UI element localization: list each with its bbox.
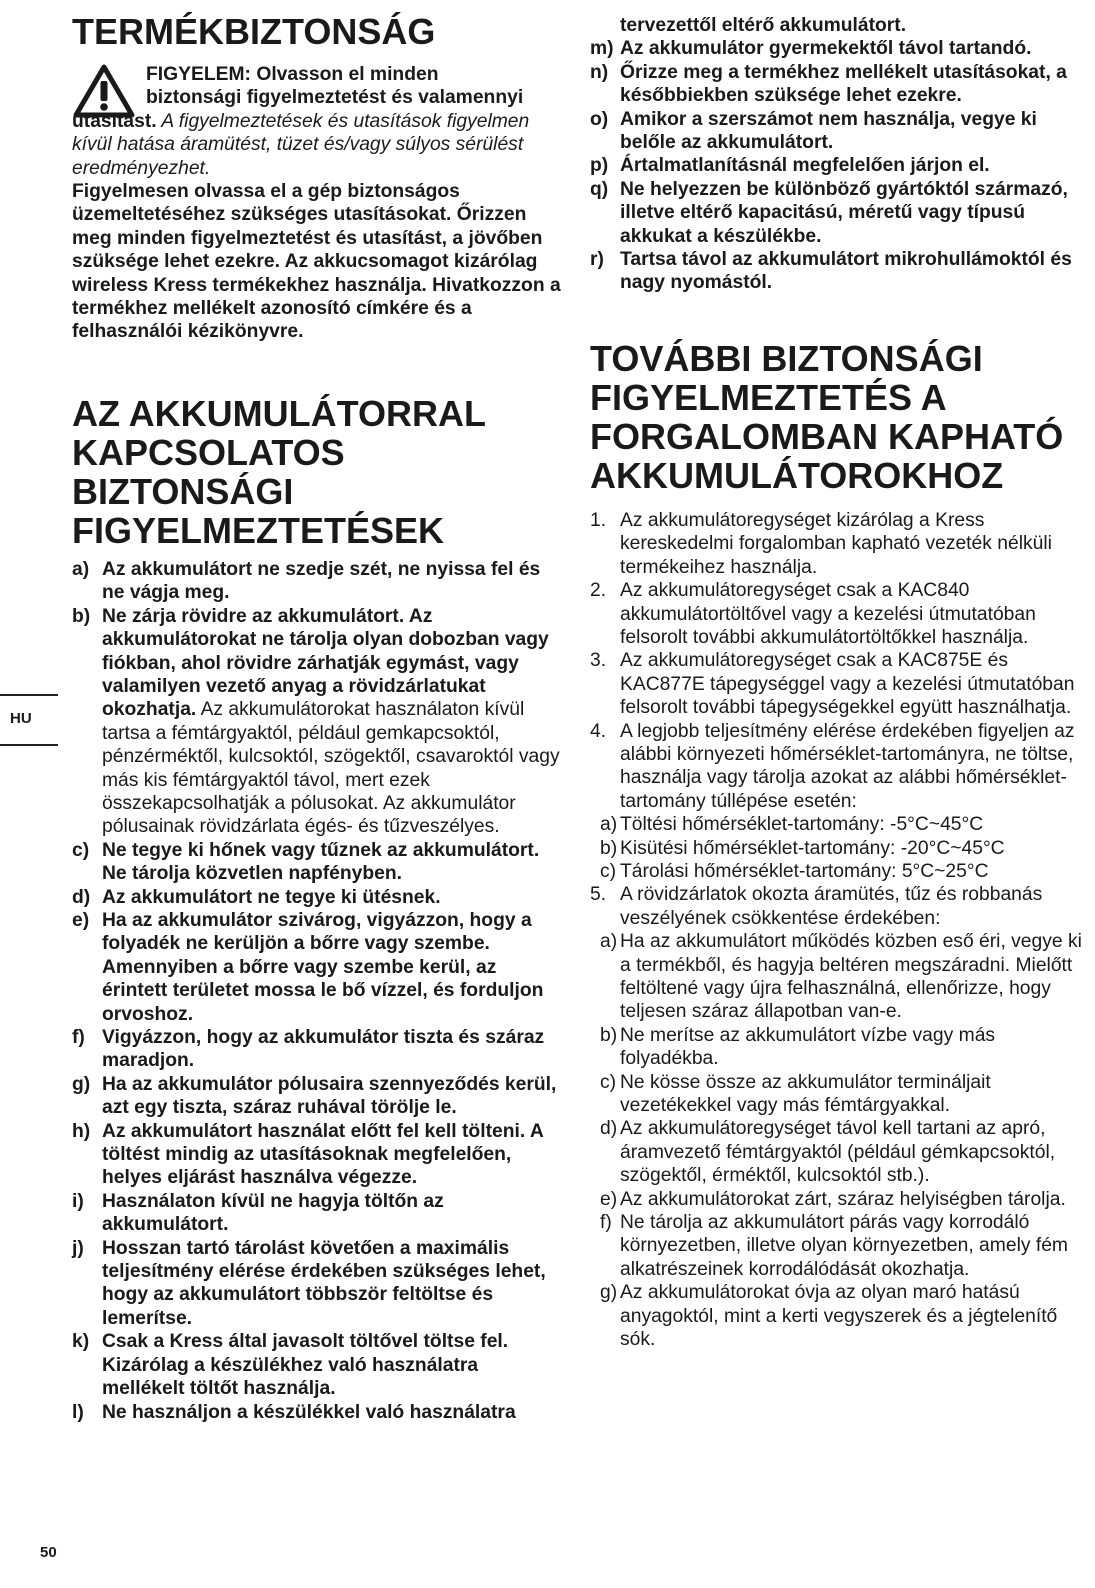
list-item: d) Az akkumulátort ne tegye ki ütésnek. [72, 886, 441, 908]
section-title-product-safety: TERMÉKBIZTONSÁG [72, 11, 436, 52]
list-item: j) Hosszan tartó tárolást követően a maximális teljesítmény elérése érdekében szükséges lehet, hogy az akkumulátort többször feltöltse és lemerítse. [72, 1237, 546, 1329]
list-item: e) Az akkumulátorokat zárt, száraz helyiségben tárolja. [600, 1188, 1066, 1210]
list-item: 3. Az akkumulátoregységet csak a KAC875E és KAC877E tápegységgel vagy a kezelési útmutatóban felsorolt további tápegységekkel együtt használhatja. [590, 650, 1075, 719]
list-item: a) Ha az akkumulátort működés közben eső éri, vegye ki a termékből, és hagyja beltéren megszáradni. Mielőtt feltöltené vagy újra felhasználná, ellenőrizze, hogy teljesen száraz állapotban van-e. [600, 931, 1082, 1023]
intro-text: Figyelmesen olvassa el a gép biztonságos üzemeltetéséhez szükséges utasításokat. Őrizzen meg minden figyelmeztetést és utasítást, a jövőben szüksége lehet ezekre. Az akkucsomagot kizárólag wireless Kress termékekhez használja. Hivatkozzon a termékhez mellékelt azonosító címkére és a felhasználói kézikönyvre. [72, 181, 561, 343]
warning-block [72, 63, 562, 180]
list-item: b) Ne merítse az akkumulátort vízbe vagy más folyadékba. [600, 1024, 996, 1070]
list-item: i) Használaton kívül ne hagyja töltőn az akkumulátort. [72, 1190, 444, 1236]
battery-warning-list [72, 558, 562, 1424]
warning-line-3-bold: utasítást. [72, 110, 157, 132]
list-item: a) Az akkumulátort ne szedje szét, ne nyissa fel és ne vágja meg. [72, 558, 541, 604]
list-item: n) Őrizze meg a termékhez mellékelt utasításokat, a későbbiekben szüksége lehet ezekre. [590, 61, 1067, 107]
list-item: 2. Az akkumulátoregységet csak a KAC840 akkumulátortöltővel vagy a kezelési útmutatóban felsorolt további akkumulátortöltőkkel használja. [590, 580, 1036, 648]
list-item: r) Tartsa távol az akkumulátort mikrohullámoktól és nagy nyomástól. [590, 249, 1072, 294]
list-item: p) Ártalmatlanításnál megfelelően járjon el. [590, 155, 990, 177]
warning-line-2: biztonsági figyelmeztetést és valamennyi [146, 87, 524, 109]
section-title-additional-warnings: TOVÁBBI BIZTONSÁGI FIGYELMEZTETÉS A FORGALOMBAN KAPHATÓ AKKUMULÁTOROKHOZ [590, 337, 1064, 496]
list-item: b) Kisütési hőmérséklet-tartomány: -20°C~45°C [600, 837, 1005, 859]
language-tab-label: HU [10, 710, 32, 727]
list-item: b) Ne zárja rövidre az akkumulátort. Az akkumulátorokat ne tárolja olyan dobozban vagy fiókban, ahol rövidre zárhatják egymást, vagy valamilyen vezető anyag a rövidzárlatukat okozhatja. Az akkumulátorokat használaton kívül tartsa a fémtárgyaktól, például gemkapcsoktól, pénzérméktől, kulcsoktól, szögektől, csavaroktól vagy más kis fémtárgyaktól távol, mert ezek összekapcsolhatják a pólusokat. Az akkumulátor pólusainak rövidzárlata égés- és tűzveszélyes. [72, 605, 560, 838]
numbered-list [590, 509, 1090, 1352]
continuation-text: tervezettől eltérő akkumulátort. [620, 15, 907, 36]
list-item: f) Vigyázzon, hogy az akkumulátor tiszta és száraz maradjon. [72, 1027, 545, 1072]
warning-label: FIGYELEM: Olvasson el minden [146, 64, 439, 85]
list-item: a) Töltési hőmérséklet-tartomány: -5°C~45°C [600, 814, 984, 836]
warning-line-3-italic: A figyelmeztetések és utasítások figyelmen kívül hatása áramütést, tüzet és/vagy súlyos sérülést eredményezhet. [72, 110, 530, 179]
language-tab [0, 694, 58, 746]
list-item: k) Csak a Kress által javasolt töltővel töltse fel. Kizárólag a készülékhez való használatra mellékelt töltőt használja. [72, 1331, 509, 1400]
list-item: d) Az akkumulátoregységet távol kell tartani az apró, áramvezető fémtárgyaktól (például gémkapcsoktól, szögektől, érméktől, kulcsoktól stb.). [600, 1118, 1056, 1187]
warning-triangle-icon [72, 63, 136, 119]
list-item: f) Ne tárolja az akkumulátort párás vagy korrodáló környezetben, illetve olyan környezetben, amely fém alkatrészeinek korrodálódását okozhatja. [600, 1212, 1068, 1280]
list-item: o) Amikor a szerszámot nem használja, vegye ki belőle az akkumulátort. [590, 108, 1037, 154]
list-item: 4. A legjobb teljesítmény elérése érdekében figyeljen az alábbi környezeti hőmérséklet-tartományra, ne töltse, használja vagy tárolja azokat az alábbi hőmérséklet-tartomány túllépése esetén: [590, 720, 1075, 812]
list-item: h) Az akkumulátort használat előtt fel kell tölteni. A töltést mindig az utasításoknak megfelelően, helyes eljárást használva végezze. [72, 1120, 544, 1189]
left-column [72, 0, 562, 1424]
right-column [590, 0, 1090, 1352]
list-item: c) Ne kösse össze az akkumulátor terminálјait vezetékekkel vagy más fémtárgyakkal. [600, 1071, 991, 1117]
list-item: c) Tárolási hőmérséklet-tartomány: 5°C~25°C [600, 860, 989, 882]
list-item: g) Az akkumulátorokat óvja az olyan maró hatású anyagoktól, mint a kerti vegyszerek és a jégtelenítő sók. [600, 1282, 1058, 1351]
battery-warning-list-continued [590, 37, 1090, 294]
list-item: e) Ha az akkumulátor szivárog, vigyázzon, hogy a folyadék ne kerüljön a bőrre vagy szembe. Amennyiben a bőrre vagy szembe kerül, az érintett területet mossa le bő vízzel, és forduljon orvoshoz. [72, 909, 544, 1025]
section-title-battery-safety: AZ AKKUMULÁTORRAL KAPCSOLATOS BIZTONSÁGI FIGYELMEZTETÉSEK [72, 392, 486, 551]
list-item: 1. Az akkumulátoregységet kizárólag a Kress kereskedelmi forgalomban kapható vezeték nélküli termékeihez használja. [590, 509, 1052, 578]
list-item: g) Ha az akkumulátor pólusaira szennyeződés kerül, azt egy tiszta, száraz ruhával törölje le. [72, 1073, 557, 1119]
list-item: l) Ne használjon a készülékkel való használatra [72, 1401, 516, 1423]
list-item: c) Ne tegye ki hőnek vagy tűznek az akkumulátort. Ne tárolja közvetlen napfényben. [72, 839, 540, 885]
list-item: 5. A rövidzárlatok okozta áramütés, tűz és robbanás veszélyének csökkentése érdekében: [590, 884, 1043, 929]
page-number: 50 [40, 1544, 57, 1561]
list-item: m) Az akkumulátor gyermekektől távol tartandó. [590, 38, 1032, 60]
list-item: q) Ne helyezzen be különböző gyártóktól származó, illetve eltérő kapacitású, méretű vagy típusú akkukat a készülékbe. [590, 178, 1068, 247]
